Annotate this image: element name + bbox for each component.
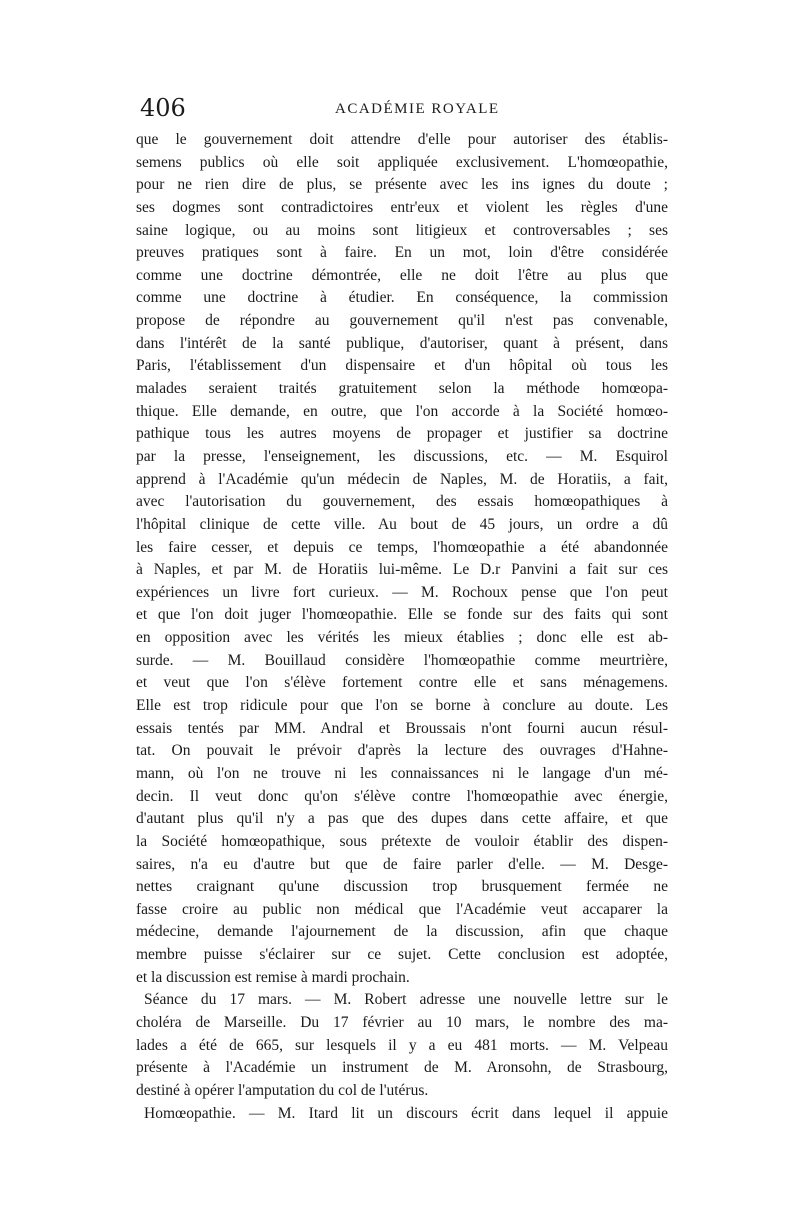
text-line: et veut que l'on s'élève fortement contre elle et sans ménagemens. (136, 674, 668, 692)
text-line: dans l'intérêt de la santé publique, d'autoriser, quant à présent, dans (136, 334, 668, 352)
text-line: Homœopathie. — M. Itard lit un discours écrit dans lequel il appuie (144, 1104, 668, 1122)
text-line: propose de répondre au gouvernement qu'il n'est pas convenable, (136, 312, 668, 330)
body-text (136, 129, 668, 1125)
text-line: que le gouvernement doit attendre d'elle pour autoriser des établis- (136, 131, 668, 148)
text-line: essais tentés par MM. Andral et Broussais n'ont fourni aucun résul- (136, 719, 668, 737)
text-line: semens publics où elle soit appliquée exclusivement. L'homœopathie, (136, 153, 668, 171)
text-line: à Naples, et par M. de Horatiis lui-même. Le D.r Panvini a fait sur ces (136, 561, 668, 579)
text-line: mann, où l'on ne trouve ni les connaissances ni le langage d'un mé- (136, 764, 668, 782)
text-line: les faire cesser, et depuis ce temps, l'homœopathie a été abandonnée (136, 538, 668, 556)
text-line: membre puisse s'éclairer sur ce sujet. Cette conclusion est adoptée, (136, 946, 668, 964)
text-line: malades seraient traités gratuitement selon la méthode homœopa- (136, 380, 668, 398)
text-line: avec l'autorisation du gouvernement, des essais homœopathiques à (136, 493, 668, 511)
text-line: en opposition avec les vérités les mieux établies ; donc elle est ab- (136, 629, 668, 647)
text-line: lades a été de 665, sur lesquels il y a eu 481 morts. — M. Velpeau (136, 1036, 668, 1054)
text-line: ses dogmes sont contradictoires entr'eux et violent les règles d'une (136, 198, 668, 216)
page-number: 406 (140, 94, 186, 122)
text-line: nettes craignant qu'une discussion trop brusquement fermée ne (136, 878, 668, 896)
text-line: Paris, l'établissement d'un dispensaire et d'un hôpital où tous les (136, 357, 668, 375)
text-line: et la discussion est remise à mardi prochain. (136, 968, 410, 986)
text-line: la Société homœopathique, sous prétexte de vouloir établir des dispen- (136, 832, 668, 850)
text-line: pour ne rien dire de plus, se présente avec les ins ignes du doute ; (136, 176, 668, 194)
text-line: comme une doctrine à étudier. En conséquence, la commission (136, 289, 668, 307)
page-header (140, 94, 668, 128)
text-line: présente à l'Académie un instrument de M. Aronsohn, de Strasbourg, (136, 1059, 668, 1077)
text-line: d'autant plus qu'il n'y a pas que des dupes dans cette affaire, et que (136, 810, 668, 828)
text-line: et que l'on doit juger l'homœopathie. Elle se fonde sur des faits qui sont (136, 606, 668, 624)
text-line: thique. Elle demande, en outre, que l'on accorde à la Société homœo- (136, 402, 668, 420)
running-head: ACADÉMIE ROYALE (335, 101, 500, 117)
text-line: comme une doctrine démontrée, elle ne doit l'être au plus que (136, 266, 668, 284)
text-line: par la presse, l'enseignement, les discussions, etc. — M. Esquirol (136, 447, 668, 465)
text-line: tat. On pouvait le prévoir d'après la lecture des ouvrages d'Hahne- (136, 742, 668, 760)
text-line: Séance du 17 mars. — M. Robert adresse une nouvelle lettre sur le (144, 991, 668, 1009)
text-line: decin. Il veut donc qu'on s'élève contre l'homœopathie avec énergie, (136, 787, 668, 805)
text-line: preuves pratiques sont à faire. En un mot, loin d'être considérée (136, 244, 668, 262)
text-line: destiné à opérer l'amputation du col de l'utérus. (136, 1081, 429, 1099)
text-line: Elle est trop ridicule pour que l'on se borne à conclure au doute. Les (136, 697, 668, 715)
text-line: choléra de Marseille. Du 17 février au 10 mars, le nombre des ma- (136, 1013, 668, 1031)
text-line: fasse croire au public non médical que l'Académie veut accaparer la (136, 900, 668, 918)
text-line: saine logique, ou au moins sont litigieux et controversables ; ses (136, 221, 668, 239)
text-line: apprend à l'Académie qu'un médecin de Naples, M. de Horatiis, a fait, (136, 470, 668, 488)
text-line: saires, n'a eu d'autre but que de faire parler d'elle. — M. Desge- (136, 855, 668, 873)
text-line: expériences un livre fort curieux. — M. Rochoux pense que l'on peut (136, 583, 668, 601)
text-line: médecine, demande l'ajournement de la discussion, afin que chaque (136, 923, 668, 941)
text-line: pathique tous les autres moyens de propager et justifier sa doctrine (136, 425, 668, 443)
text-line: l'hôpital clinique de cette ville. Au bout de 45 jours, un ordre a dû (136, 515, 668, 533)
text-line: surde. — M. Bouillaud considère l'homœopathie comme meurtrière, (136, 651, 668, 669)
